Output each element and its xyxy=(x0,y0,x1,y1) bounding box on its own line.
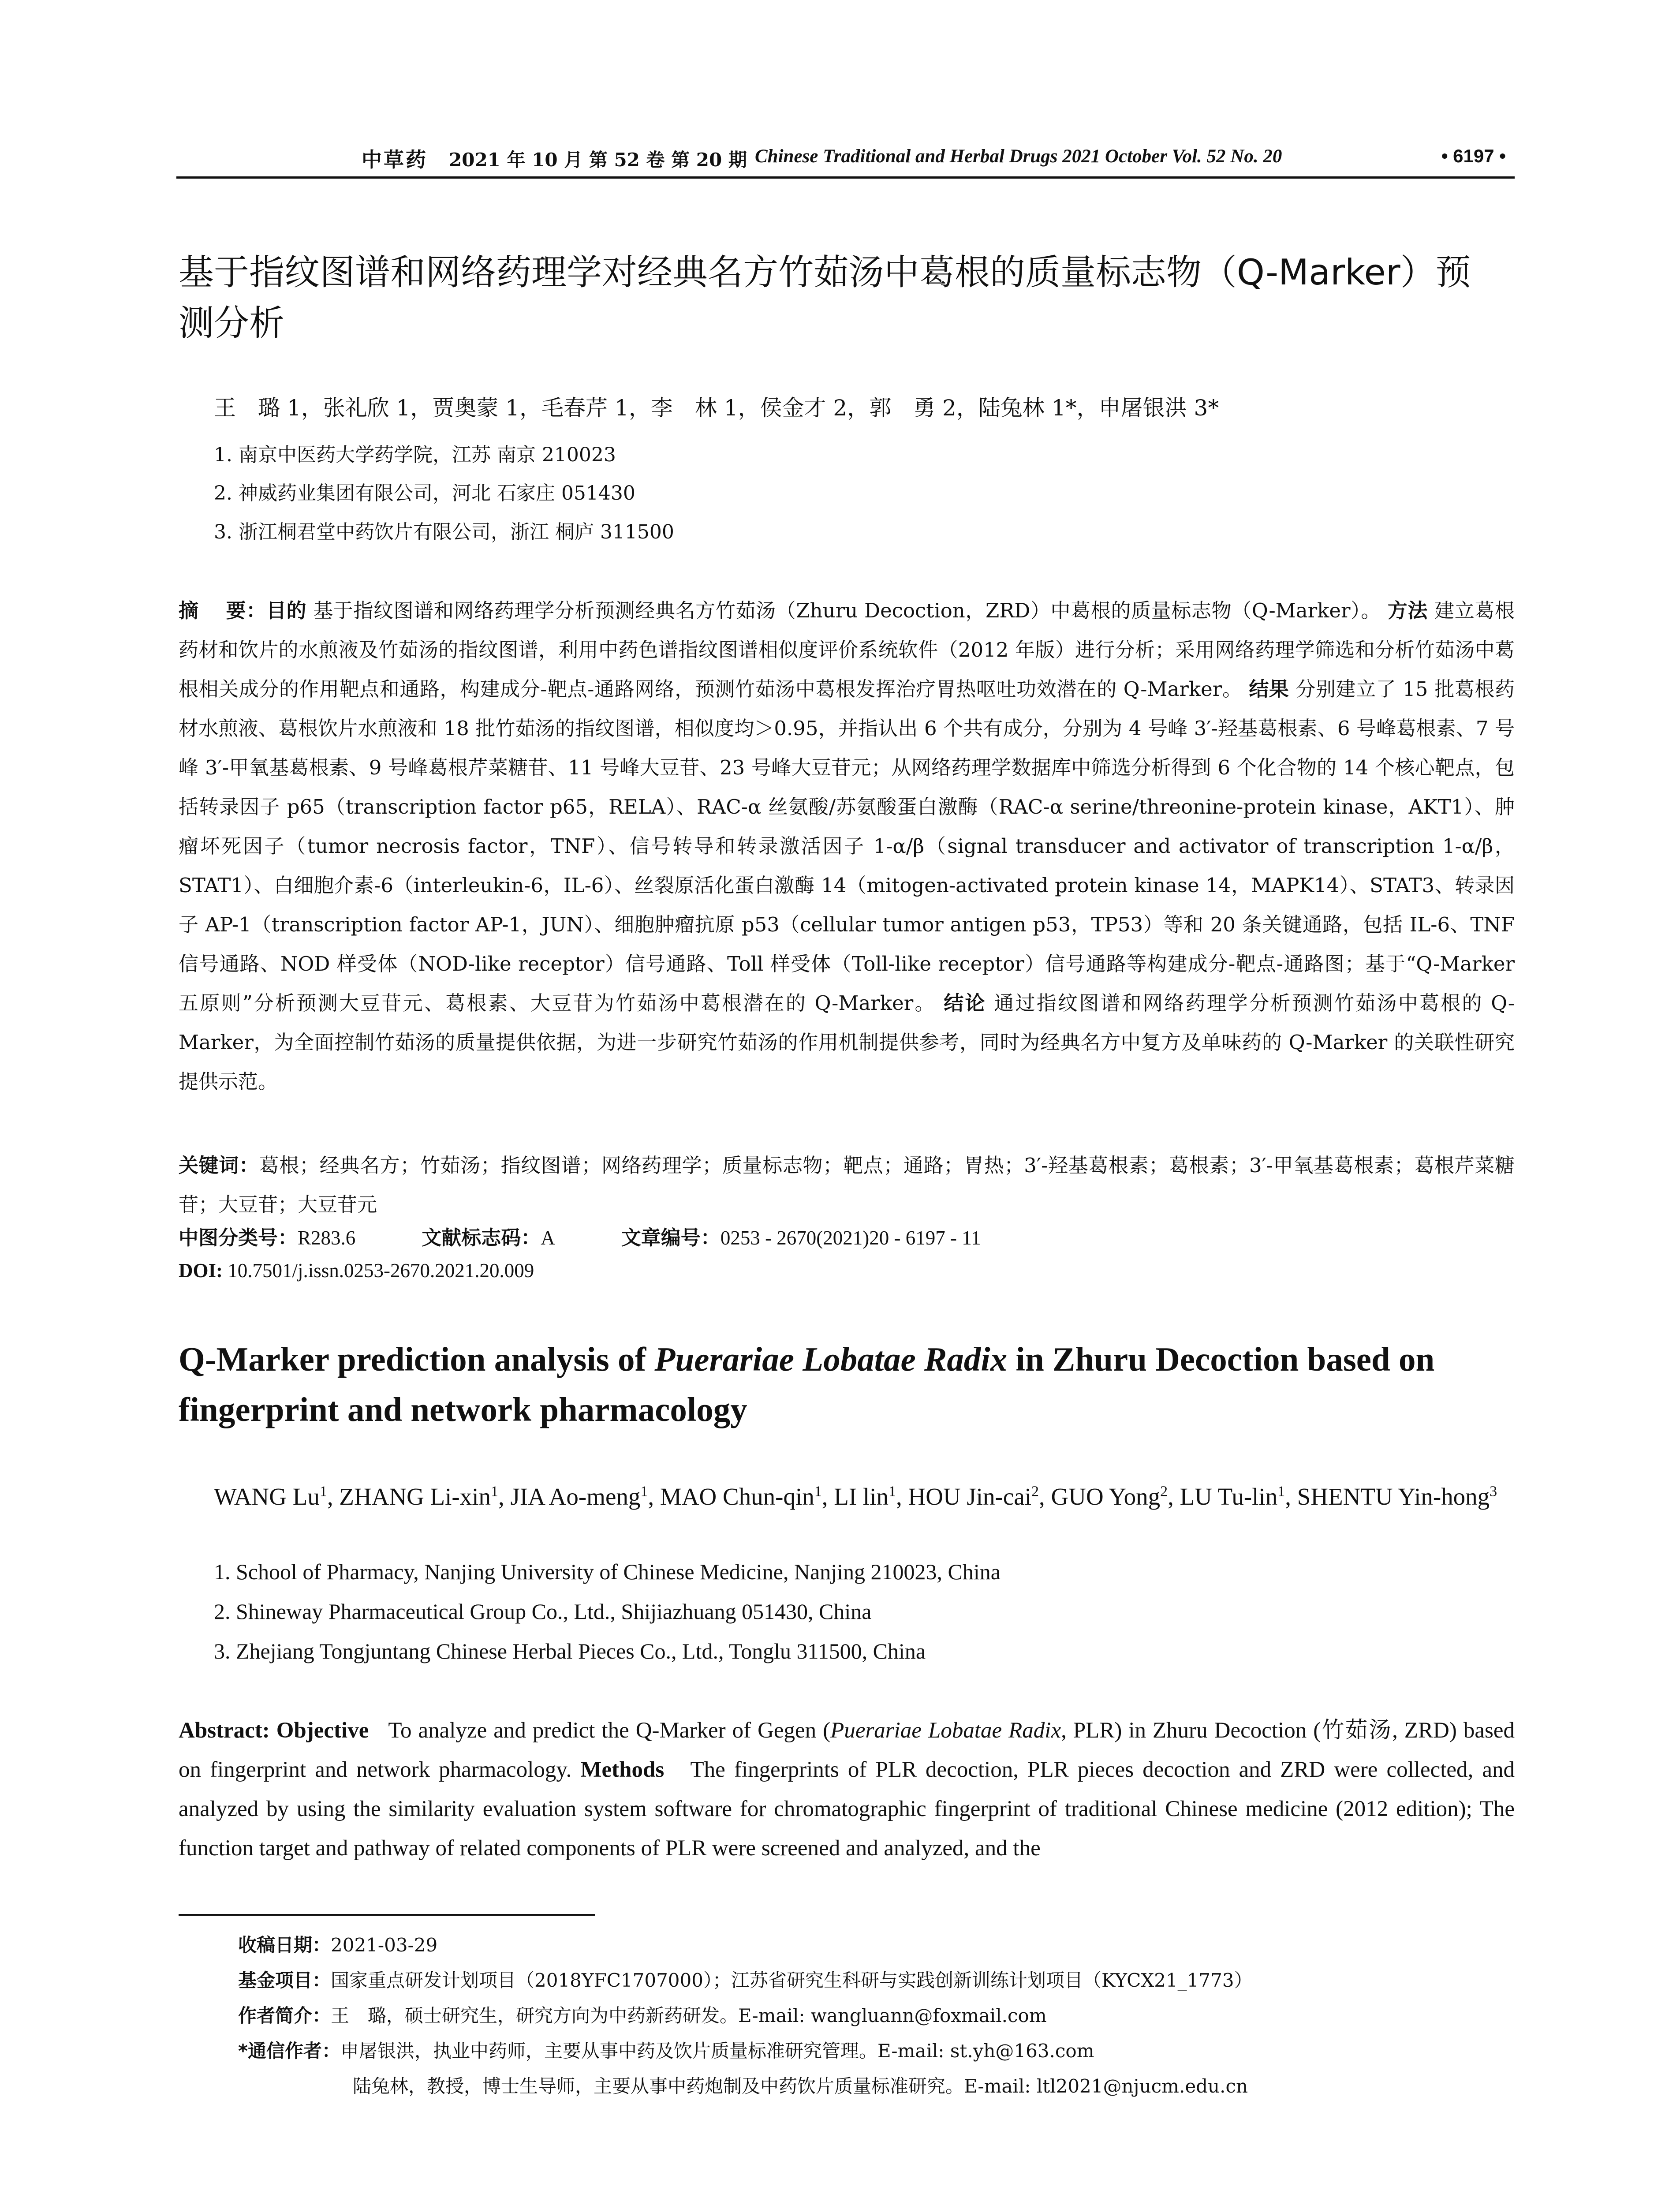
cn-affiliation-2: 2. 神威药业集团有限公司，河北 石家庄 051430 xyxy=(214,482,635,505)
cn-affiliation-1: 1. 南京中医药大学药学院，江苏 南京 210023 xyxy=(214,444,616,466)
doccode-label: 文献标志码： xyxy=(422,1226,541,1249)
en-author: MAO Chun-qin$^1$, xyxy=(660,1483,834,1510)
en-objective-italic: Puerariae Lobatae Radix xyxy=(830,1718,1061,1743)
running-header xyxy=(176,144,1515,176)
en-title-italic: Puerariae Lobatae Radix xyxy=(654,1340,1008,1378)
footnote-rule xyxy=(179,1914,595,1916)
cn-authors: 王 璐 1，张礼欣 1，贾奥蒙 1，毛春芹 1，李 林 1，侯金才 2，郭 勇 2，陆兔林 1*，申屠银洪 3* xyxy=(214,395,1219,421)
footnote-author-bio: 作者简介：王 璐，硕士研究生，研究方向为中药新药研发。E-mail: wangluann@foxmail.com xyxy=(238,2005,1047,2026)
doccode-value: A xyxy=(541,1227,555,1249)
cn-methods-text: 建立葛根药材和饮片的水煎液及竹茹汤的指纹图谱，利用中药色谱指纹图谱相似度评价系统软件（2012 年版）进行分析；采用网络药理学筛选和分析竹茹汤中葛根相关成分的作用靶点和通路，构建成分-靶点-通路网络，预测竹茹汤中葛根发挥治疗胃热呕吐功效潜在的 Q-Marker。 xyxy=(179,599,1515,701)
doi-label: DOI: xyxy=(179,1259,223,1282)
en-affiliation-3: 3. Zhejiang Tongjuntang Chinese Herbal Pieces Co., Ltd., Tonglu 311500, China xyxy=(214,1639,926,1663)
article-label: 文章编号： xyxy=(621,1226,721,1249)
en-author: LU Tu-lin$^1$, xyxy=(1180,1483,1297,1510)
cn-affiliation-3: 3. 浙江桐君堂中药饮片有限公司，浙江 桐庐 311500 xyxy=(214,521,674,543)
en-author: HOU Jin-cai$^2$, xyxy=(908,1483,1051,1510)
footnote-fund: 基金项目：国家重点研发计划项目（2018YFC1707000）；江苏省研究生科研与实践创新训练计划项目（KYCX21_1773） xyxy=(238,1970,1253,1991)
footnote-received: 收稿日期：2021-03-29 xyxy=(238,1934,438,1956)
en-title xyxy=(179,1334,1515,1435)
cn-keywords xyxy=(179,1146,1515,1224)
en-affiliation-1: 1. School of Pharmacy, Nanjing University of Chinese Medicine, Nanjing 210023, China xyxy=(214,1559,1001,1584)
en-author: JIA Ao-meng$^1$, xyxy=(510,1483,660,1510)
en-issue-info: Chinese Traditional and Herbal Drugs 2021 October Vol. 52 No. 20 xyxy=(755,146,1282,167)
cn-title: 基于指纹图谱和网络药理学对经典名方竹茹汤中葛根的质量标志物（Q-Marker）预测分析 xyxy=(179,252,1471,344)
en-objective-a: To analyze and predict the Q-Marker of Gegen ( xyxy=(388,1718,831,1743)
en-abstract xyxy=(179,1711,1515,1868)
doi-line xyxy=(179,1259,534,1282)
cn-objective-text: 基于指纹图谱和网络药理学分析预测经典名方竹茹汤（Zhuru Decoction，ZRD）中葛根的质量标志物（Q-Marker）。 xyxy=(313,599,1381,622)
doi-link[interactable]: 10.7501/j.issn.0253-2670.2021.20.009 xyxy=(228,1259,534,1282)
en-author: GUO Yong$^2$, xyxy=(1051,1483,1180,1510)
cn-classification-line xyxy=(179,1222,981,1250)
cn-objective-label: 目的 xyxy=(266,599,307,622)
class-value: R283.6 xyxy=(298,1227,356,1249)
en-abstract-label: Abstract: Objective xyxy=(179,1718,369,1743)
en-authors xyxy=(214,1471,1519,1517)
en-author: SHENTU Yin-hong$^3$ xyxy=(1297,1483,1497,1510)
en-objective-b: , PLR) in Zhuru Decoction (竹茹汤, ZRD) based on fingerprint and network pharmacology. xyxy=(179,1718,1515,1782)
cn-conclusion-text: 通过指纹图谱和网络药理学分析预测竹茹汤中葛根的 Q-Marker，为全面控制竹茹汤的质量提供依据，为进一步研究竹茹汤的作用机制提供参考，同时为经典名方中复方及单味药的 Q-Marker 的关联性研究提供示范。 xyxy=(179,991,1515,1093)
en-methods-label: Methods xyxy=(580,1757,665,1782)
en-title-part1: Q-Marker prediction analysis of xyxy=(179,1340,655,1378)
cn-conclusion-label: 结论 xyxy=(944,991,986,1015)
journal-logo: 中草药 xyxy=(362,148,428,172)
cn-results-text: 分别建立了 15 批葛根药材水煎液、葛根饮片水煎液和 18 批竹茹汤的指纹图谱，相似度均＞0.95，并指认出 6 个共有成分，分别为 4 号峰 3′-羟基葛根素、6 号峰葛根素、7 号峰 3′-甲氧基葛根素、9 号峰葛根芹菜糖苷、11 号峰大豆苷、23 号峰大豆苷元；从网络药理学数据库中筛选分析得到 6 个化合物的 14 个核心靶点，包括转录因子 p65（transcription factor p65，RELA）、RAC-α 丝氨酸/苏氨酸蛋白激酶（RAC-α serine/threonine-protein kinase，AKT1）、肿瘤坏死因子（tumor necrosis factor，TNF）、信号转导和转录激活因子 1-α/β（signal transducer and activator of transcription 1-α/β，STAT1）、白细胞介素-6（interleukin-6，IL-6）、丝裂原活化蛋白激酶 14（mitogen-activated protein kinase 14，MAPK14）、STAT3、转录因子 AP-1（transcription factor AP-1，JUN）、细胞肿瘤抗原 p53（cellular tumor antigen p53，TP53）等和 20 条关键通路，包括 IL-6、TNF 信号通路、NOD 样受体（NOD-like receptor）信号通路、Toll 样受体（Toll-like receptor）信号通路等构建成分-靶点-通路图；基于“Q-Marker 五原则”分析预测大豆苷元、葛根素、大豆苷为竹茹汤中葛根潜在的 Q-Marker。 xyxy=(179,677,1515,1015)
cn-issue-info: 2021 年 10 月 第 52 卷 第 20 期 xyxy=(449,149,747,171)
en-title-part2: in Zhuru Decoction based on fingerprint and network pharmacology xyxy=(179,1340,1435,1428)
cn-results-label: 结果 xyxy=(1249,677,1289,701)
footnote-corresponding-2: 陆兔林，教授，博士生导师，主要从事中药炮制及中药饮片质量标准研究。E-mail: ltl2021@njucm.edu.cn xyxy=(353,2075,1248,2097)
en-methods-text: The fingerprints of PLR decoction, PLR pieces decoction and ZRD were collected, and analyzed by using the similarity evaluation system software for chromatographic fingerprint of traditional Chinese medicine (2012 edition); The function target and pathway of related components of PLR were screened and analyzed, and the xyxy=(179,1757,1515,1861)
cn-abstract-label: 摘 要： xyxy=(179,599,266,622)
page-number: • 6197 • xyxy=(1441,146,1506,166)
header-rule xyxy=(176,176,1515,179)
footnote-corresponding-1: *通信作者：申屠银洪，执业中药师，主要从事中药及饮片质量标准研究管理。E-mail: st.yh@163.com xyxy=(238,2040,1094,2062)
en-author: WANG Lu$^1$, xyxy=(214,1483,340,1510)
article-value: 0253 - 2670(2021)20 - 6197 - 11 xyxy=(720,1227,981,1249)
cn-keywords-text: 葛根；经典名方；竹茹汤；指纹图谱；网络药理学；质量标志物；靶点；通路；胃热；3′-羟基葛根素；葛根素；3′-甲氧基葛根素；葛根芹菜糖苷；大豆苷；大豆苷元 xyxy=(179,1154,1515,1216)
cn-keywords-label: 关键词： xyxy=(179,1154,259,1177)
en-affiliation-2: 2. Shineway Pharmaceutical Group Co., Ltd., Shijiazhuang 051430, China xyxy=(214,1599,872,1624)
en-author: LI lin$^1$, xyxy=(834,1483,908,1510)
class-label: 中图分类号： xyxy=(179,1226,298,1249)
cn-abstract xyxy=(179,591,1515,1164)
en-author: ZHANG Li-xin$^1$, xyxy=(339,1483,511,1510)
cn-methods-label: 方法 xyxy=(1387,599,1428,622)
